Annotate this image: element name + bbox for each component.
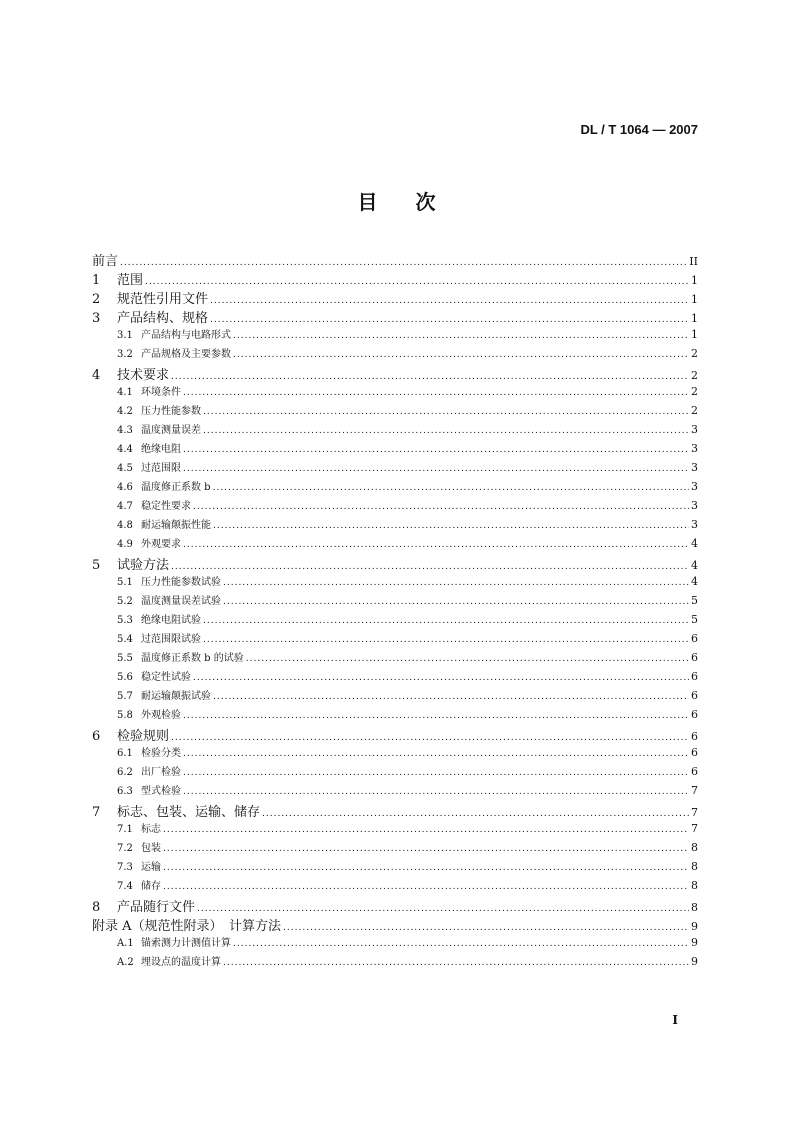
toc-entry-page: 8 [691,879,698,892]
toc-entry-page: 6 [691,765,698,778]
dot-leader [233,330,689,341]
toc-entry-label: 温度修正系数 b [141,482,211,493]
toc-entry-number: 3 [92,311,101,326]
toc-entry-label: 埋设点的温度计算 [141,957,221,968]
toc-entry[interactable] [92,877,698,896]
dot-leader [213,691,689,702]
dot-leader [183,710,689,721]
toc-entry-number: 3.1 [117,330,133,341]
dot-leader [233,349,689,360]
toc-entry-number: 7 [92,805,101,820]
dot-leader [193,501,689,512]
toc-entry-label: 储存 [141,881,161,892]
toc-entry-number: 6.1 [117,748,133,759]
toc-entry-label: 产品结构与电路形式 [141,330,231,341]
dot-leader [223,577,689,588]
toc-entry-label: 产品随行文件 [117,900,196,915]
dot-leader [183,786,689,797]
toc-entry-label: 产品结构、规格 [117,311,209,326]
toc-entry-number: 8 [92,900,101,915]
toc-entry-number: 1 [92,273,101,288]
toc-entry-page: 6 [691,632,698,645]
toc-entry-number: 6.3 [117,786,133,797]
toc-entry-page: 8 [691,901,698,914]
toc-entry-page: 3 [691,518,698,531]
toc-entry-page: 6 [691,730,698,743]
dot-leader [171,729,689,744]
toc-entry-label: 耐运输颠振性能 [141,520,211,531]
toc-entry[interactable] [92,497,698,516]
dot-leader [203,615,689,626]
toc-entry-label: 型式检验 [141,786,181,797]
toc-entry-label: 外观要求 [141,539,181,550]
toc-entry-number: 4.6 [117,482,133,493]
dot-leader [203,425,689,436]
toc-entry[interactable] [92,649,698,668]
toc-entry-number: A.1 [117,938,134,949]
toc-entry-number: 4.1 [117,387,133,398]
toc-entry-number: 5.7 [117,691,133,702]
toc-entry[interactable] [92,478,698,497]
toc-entry-label: 稳定性要求 [141,501,191,512]
dot-leader [163,824,689,835]
toc-entry-number: 7.3 [117,862,133,873]
toc-entry[interactable] [92,554,698,573]
toc-entry-page: 9 [691,955,698,968]
toc-entry-number: 7.2 [117,843,133,854]
toc-entry[interactable] [92,440,698,459]
dot-leader [283,919,689,934]
dot-leader [163,843,689,854]
dot-leader [145,273,689,288]
toc-entry-page: 9 [691,920,698,933]
toc-entry-page: 3 [691,480,698,493]
toc-entry-number: 4 [92,368,101,383]
toc-entry-number: 3.2 [117,349,133,360]
toc-entry[interactable] [92,402,698,421]
toc-entry-label: 范围 [117,273,144,288]
toc-entry-label: 耐运输颠振试验 [141,691,211,702]
toc-entry-label: 温度测量误差试验 [141,596,221,607]
toc-entry[interactable] [92,858,698,877]
toc-entry-label: 外观检验 [141,710,181,721]
toc-entry[interactable] [92,915,698,934]
toc-entry-label: 标志、包装、运输、储存 [117,805,261,820]
toc-entry-label: 绝缘电阻 [141,444,181,455]
toc-entry-label: 产品规格及主要参数 [141,349,231,360]
toc-entry-number: 5.5 [117,653,133,664]
toc-entry-label: 标志 [141,824,161,835]
toc-entry-label: 锚索测力计测值计算 [141,938,231,949]
toc-entry-label: 附录 A（规范性附录） 计算方法 [92,919,282,934]
dot-leader [213,482,689,493]
toc-entry[interactable] [92,782,698,801]
toc-entry-page: 1 [691,328,698,341]
toc-entry-page: 2 [691,347,698,360]
page-number: I [672,1013,678,1027]
toc-entry-page: 8 [691,860,698,873]
toc-entry[interactable] [92,592,698,611]
toc-entry-number: 5.8 [117,710,133,721]
toc-entry[interactable] [92,611,698,630]
toc-entry-label: 出厂检验 [141,767,181,778]
toc-entry[interactable] [92,953,698,972]
toc-entry-page: 2 [691,385,698,398]
toc-entry[interactable] [92,896,698,915]
dot-leader [183,444,689,455]
toc-entry-number: 2 [92,292,101,307]
toc-entry-label: 过范围限 [141,463,181,474]
toc-entry-page: 7 [691,806,698,819]
toc-entry-number: 5 [92,558,101,573]
toc-entry-page: 9 [691,936,698,949]
toc-entry-label: 温度修正系数 b 的试验 [141,653,244,664]
toc-entry[interactable] [92,535,698,554]
dot-leader [223,957,689,968]
toc-entry-number: 5.4 [117,634,133,645]
dot-leader [223,596,689,607]
dot-leader [193,672,689,683]
dot-leader [183,748,689,759]
toc-entry[interactable] [92,687,698,706]
table-of-contents [92,250,698,972]
toc-entry-number: 5.1 [117,577,133,588]
dot-leader [183,463,689,474]
toc-entry-page: II [689,255,698,268]
toc-entry-page: 7 [691,784,698,797]
toc-entry[interactable] [92,326,698,345]
toc-entry-page: 4 [691,559,698,572]
toc-entry[interactable] [92,421,698,440]
toc-entry-page: 2 [691,369,698,382]
toc-entry-number: 4.3 [117,425,133,436]
dot-leader [197,900,689,915]
toc-entry-label: 检验规则 [117,729,170,744]
toc-entry-number: 5.3 [117,615,133,626]
toc-entry-number: 4.8 [117,520,133,531]
dot-leader [163,881,689,892]
toc-entry[interactable] [92,744,698,763]
dot-leader [163,862,689,873]
dot-leader [120,254,687,269]
toc-entry-label: 压力性能参数试验 [141,577,221,588]
toc-entry-label: 试验方法 [117,558,170,573]
toc-entry-page: 5 [691,613,698,626]
toc-entry-page: 3 [691,499,698,512]
toc-entry-number: A.2 [117,957,134,968]
toc-entry-page: 1 [691,312,698,325]
dot-leader [171,558,689,573]
toc-entry[interactable] [92,345,698,364]
toc-entry-number: 6 [92,729,101,744]
toc-entry-number: 4.5 [117,463,133,474]
toc-entry[interactable] [92,516,698,535]
dot-leader [203,406,689,417]
toc-entry[interactable] [92,820,698,839]
toc-entry[interactable] [92,573,698,592]
toc-entry[interactable] [92,706,698,725]
toc-entry-number: 4.7 [117,501,133,512]
toc-entry[interactable] [92,459,698,478]
toc-entry-page: 1 [691,274,698,287]
standard-code: DL / T 1064 — 2007 [580,122,698,137]
dot-leader [246,653,689,664]
dot-leader [203,634,689,645]
toc-entry-number: 5.6 [117,672,133,683]
toc-entry-page: 1 [691,293,698,306]
toc-entry[interactable] [92,364,698,383]
toc-entry-label: 温度测量误差 [141,425,201,436]
toc-entry-number: 4.2 [117,406,133,417]
toc-entry-page: 3 [691,442,698,455]
toc-entry-page: 3 [691,461,698,474]
toc-entry[interactable] [92,630,698,649]
toc-entry[interactable] [92,763,698,782]
dot-leader [183,767,689,778]
toc-entry[interactable] [92,383,698,402]
toc-entry[interactable] [92,269,698,288]
toc-entry-page: 6 [691,670,698,683]
toc-entry-label: 稳定性试验 [141,672,191,683]
dot-leader [183,387,689,398]
toc-entry-page: 6 [691,651,698,664]
toc-entry-page: 6 [691,708,698,721]
toc-entry-page: 5 [691,594,698,607]
toc-entry-label: 规范性引用文件 [117,292,209,307]
toc-entry[interactable] [92,307,698,326]
toc-entry-label: 包装 [141,843,161,854]
toc-entry[interactable] [92,839,698,858]
toc-entry-label: 运输 [141,862,161,873]
toc-entry[interactable] [92,250,698,269]
toc-entry-page: 2 [691,404,698,417]
toc-entry-label: 技术要求 [117,368,170,383]
toc-entry[interactable] [92,288,698,307]
toc-entry[interactable] [92,934,698,953]
toc-entry-label: 过范围限试验 [141,634,201,645]
toc-entry-label: 检验分类 [141,748,181,759]
dot-leader [210,292,689,307]
toc-entry-number: 6.2 [117,767,133,778]
dot-leader [210,311,689,326]
toc-entry-page: 3 [691,423,698,436]
dot-leader [233,938,689,949]
toc-entry[interactable] [92,668,698,687]
toc-entry-page: 6 [691,746,698,759]
toc-entry-number: 4.9 [117,539,133,550]
dot-leader [262,805,689,820]
toc-entry-label: 环境条件 [141,387,181,398]
dot-leader [213,520,689,531]
toc-entry[interactable] [92,725,698,744]
toc-entry-label: 压力性能参数 [141,406,201,417]
toc-entry-page: 7 [691,822,698,835]
toc-entry-label: 绝缘电阻试验 [141,615,201,626]
toc-entry-page: 4 [691,537,698,550]
dot-leader [171,368,689,383]
page-title: 目次 [357,190,474,214]
toc-entry-page: 4 [691,575,698,588]
toc-entry-number: 7.1 [117,824,133,835]
toc-entry-number: 4.4 [117,444,133,455]
toc-entry-number: 7.4 [117,881,133,892]
toc-entry-page: 8 [691,841,698,854]
toc-entry[interactable] [92,801,698,820]
dot-leader [183,539,689,550]
toc-entry-page: 6 [691,689,698,702]
toc-entry-number: 5.2 [117,596,133,607]
toc-entry-label: 前言 [92,254,119,269]
